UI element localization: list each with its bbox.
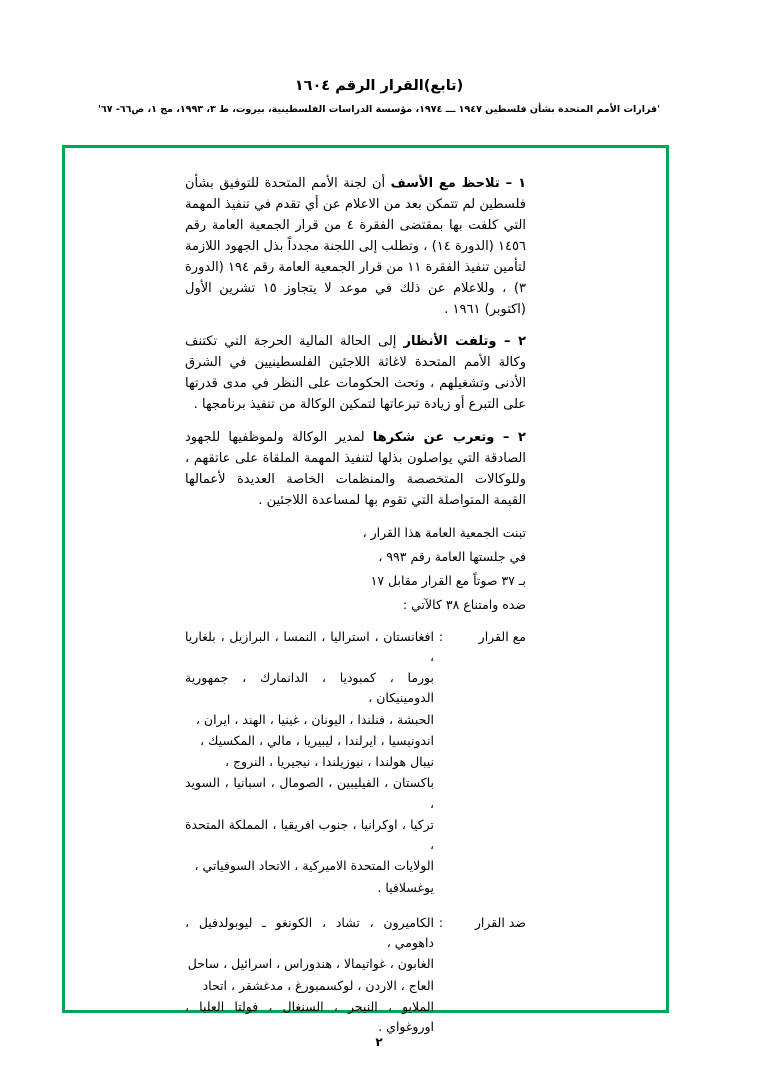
paragraph-3 xyxy=(185,427,526,511)
list-item: اندونيسيا ، ايرلندا ، ليبيريا ، مالي ، المكسيك ، xyxy=(200,732,434,748)
votes-in-favor-colon: : xyxy=(438,628,444,644)
content-frame xyxy=(62,145,669,1035)
list-item: بورما ، كمبوديا ، الدانمارك ، جمهورية الدومينيكان ، xyxy=(185,670,434,706)
paragraph-1-text: أن لجنة الأمم المتحدة للتوفيق بشأن فلسطين لم تتمكن بعد من الاعلام عن أي تقدم في تنفيذ المهمة التي كلفت بها بمقتضى الفقرة ٤ من قرار الجمعية العامة رقم ١٤٥٦ (الدورة ١٤) ، وتطلب إلى اللجنة مجدداً بذل الجهود اللازمة لتأمين تنفيذ الفقرة ١١ من قرار الجمعية العامة رقم ١٩٤ (الدورة ٣) ، وللاعلام عن ذلك في موعد لا يتجاوز ١٥ تشرين الأول (اكتوبر) ١٩٦١ . xyxy=(185,176,526,318)
paragraph-3-lead: ٢ – وتعرب عن شكرها xyxy=(372,429,526,445)
votes-in-favor-label: مع القرار xyxy=(478,628,526,644)
votes-against xyxy=(185,913,526,1039)
list-item: العاج ، الاردن ، لوكسمبورغ ، مدغشقر ، اتحاد xyxy=(202,977,434,993)
list-item: افغانستان ، استراليا ، النمسا ، البرازيل ، بلغاريا ، xyxy=(185,628,434,664)
list-item: الكاميرون ، تشاد ، الكونغو ـ ليوبولدفيل ، داهومي ، xyxy=(185,914,434,951)
list-item: يوغسلافيا . xyxy=(377,879,434,895)
paragraph-2-lead: ٢ – وتلفت الأنظار xyxy=(403,334,526,350)
list-item: باكستان ، الفيليبين ، الصومال ، اسبانيا ، السويد ، xyxy=(185,775,434,811)
paragraph-1 xyxy=(185,173,526,320)
list-item: الحبشة ، فنلندا ، اليونان ، غينيا ، الهند ، ايران ، xyxy=(195,711,434,727)
votes-against-colon: : xyxy=(438,914,444,930)
paragraph-2-text: إلى الحالة المالية الحرجة التي تكتنف وكالة الأمم المتحدة لاغاثة اللاجئين الفلسطينيين في الشرق الأدنى وتشغيلهم ، وتحث الحكومات على النظر في مدى قدرتها على التبرع أو زيادة تبرعاتها لتمكين الوكالة من تنفيذ برنامجها . xyxy=(185,334,526,413)
list-item: الولايات المتحدة الاميركية ، الاتحاد السوفياتي ، xyxy=(194,858,434,874)
adoption-line-1: تبنت الجمعية العامة هذا القرار ، xyxy=(362,524,526,540)
source-citation: 'قرارات الأمم المتحدة بشأن فلسطين ١٩٤٧ ـــ ١٩٧٤، مؤسسة الدراسات الفلسطينية، بيروت، ط ٣، ١٩٩٣، مج ١، ص٦٦- ٦٧' xyxy=(97,104,661,115)
adoption-note xyxy=(185,523,526,615)
document-body xyxy=(185,173,526,1052)
paragraph-1-lead: ١ – تلاحظ مع الأسف xyxy=(390,176,526,191)
votes-against-label: ضد القرار xyxy=(474,914,526,930)
list-item: الغابون ، غواتيمالا ، هندوراس ، اسرائيل ، ساحل xyxy=(187,956,434,972)
page-number: ٢ xyxy=(375,1035,383,1049)
list-item: الملايو ، النيجر ، السنغال ، فولتا العليا ، اوروغواي . xyxy=(185,998,434,1035)
votes-against-list xyxy=(185,913,434,1039)
paragraph-3-text: لمدير الوكالة ولموظفيها للجهود الصادقة التي يواصلون بذلها لتنفيذ المهمة الملقاة على عاتقهم ، وللوكالات المتخصصة والمنظمات الخاصة العديدة لأعمالها القيمة المتواصلة التي تقوم بها لمساعدة اللاجئين . xyxy=(185,429,526,508)
list-item: تركيا ، اوكرانيا ، جنوب افريقيا ، المملكة المتحدة ، xyxy=(185,816,434,853)
adoption-line-4: ضده وامتناع ٣٨ كالآتي : xyxy=(402,596,526,612)
adoption-line-2: في جلستها العامة رقم ٩٩٣ ، xyxy=(378,548,526,564)
paragraph-2 xyxy=(185,331,526,415)
vote-results xyxy=(185,627,526,1039)
page-title: (تابع)القرار الرقم ١٦٠٤ xyxy=(294,78,464,94)
votes-in-favor xyxy=(185,627,526,899)
adoption-line-3: بـ ٣٧ صوتاً مع القرار مقابل ١٧ xyxy=(370,572,526,588)
votes-in-favor-list xyxy=(185,627,434,899)
list-item: نيبال هولندا ، نيوزيلندا ، نيجيريا ، النروج ، xyxy=(224,754,434,770)
